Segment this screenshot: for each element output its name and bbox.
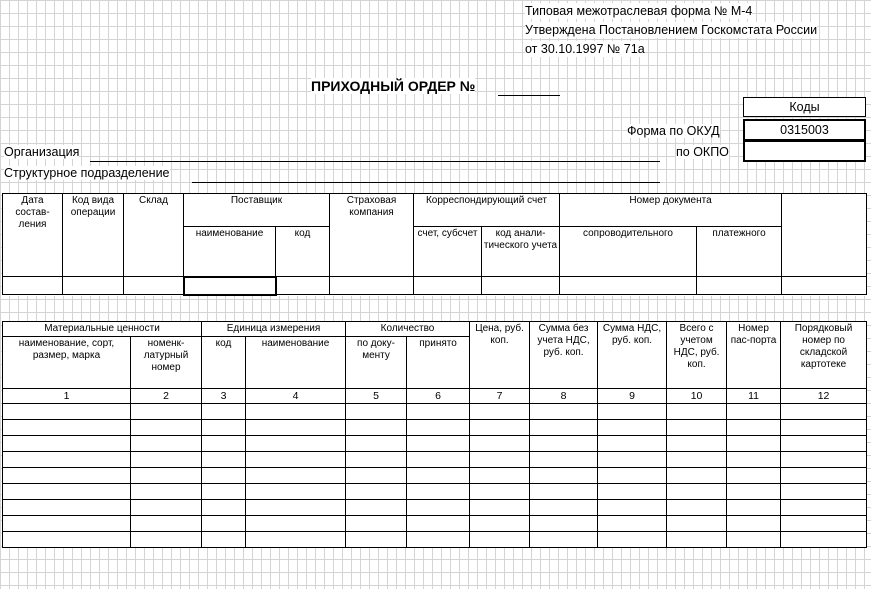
- account-subaccount-header: счет, субсчет: [414, 227, 482, 277]
- table-cell[interactable]: [781, 404, 867, 420]
- table-cell[interactable]: [598, 436, 667, 452]
- analytic-code-cell[interactable]: [482, 277, 560, 295]
- unit-name-header: наименование: [246, 337, 346, 389]
- table-cell[interactable]: [131, 516, 202, 532]
- table-cell[interactable]: [202, 420, 246, 436]
- table-cell[interactable]: [598, 484, 667, 500]
- table-cell[interactable]: [407, 436, 470, 452]
- table-cell[interactable]: [598, 452, 667, 468]
- table-cell[interactable]: [131, 500, 202, 516]
- table-cell[interactable]: [530, 484, 598, 500]
- table-cell[interactable]: [470, 500, 530, 516]
- table-cell[interactable]: [131, 420, 202, 436]
- table-cell[interactable]: [3, 468, 131, 484]
- table-cell[interactable]: [781, 500, 867, 516]
- table-cell[interactable]: [530, 436, 598, 452]
- table-cell[interactable]: [246, 500, 346, 516]
- supplier-code-header: код: [276, 227, 330, 277]
- table-cell[interactable]: [131, 484, 202, 500]
- table-cell[interactable]: [3, 436, 131, 452]
- table-cell[interactable]: [530, 420, 598, 436]
- col-number: 12: [781, 389, 867, 404]
- table-cell[interactable]: [530, 404, 598, 420]
- table-cell[interactable]: [246, 452, 346, 468]
- table-cell[interactable]: [346, 436, 407, 452]
- table-cell[interactable]: [3, 420, 131, 436]
- order-header-table: [2, 193, 867, 296]
- table-row: [3, 452, 867, 468]
- table-cell[interactable]: [346, 532, 407, 548]
- table-cell[interactable]: [530, 452, 598, 468]
- table-cell[interactable]: [202, 500, 246, 516]
- table-cell[interactable]: [3, 532, 131, 548]
- form-type-line: Типовая межотраслевая форма № М-4: [525, 4, 753, 18]
- table-cell[interactable]: [781, 436, 867, 452]
- table-cell[interactable]: [346, 484, 407, 500]
- table-cell[interactable]: [346, 404, 407, 420]
- table-cell[interactable]: [202, 484, 246, 500]
- table-cell[interactable]: [667, 532, 727, 548]
- table-cell[interactable]: [667, 404, 727, 420]
- col-number: 4: [246, 389, 346, 404]
- table-cell[interactable]: [246, 420, 346, 436]
- table-cell[interactable]: [131, 468, 202, 484]
- supplier-name-cell[interactable]: [184, 277, 276, 295]
- passport-number-header: Номер пас-порта: [727, 322, 781, 389]
- okpo-label: по ОКПО: [676, 145, 729, 159]
- table-cell[interactable]: [530, 500, 598, 516]
- table-row: [3, 516, 867, 532]
- table-cell[interactable]: [346, 452, 407, 468]
- table-cell[interactable]: [530, 468, 598, 484]
- table-cell[interactable]: [667, 468, 727, 484]
- table-cell[interactable]: [202, 452, 246, 468]
- table-cell[interactable]: [470, 404, 530, 420]
- col-number: 7: [470, 389, 530, 404]
- subdivision-label: Структурное подразделение: [4, 166, 170, 180]
- table-row: [3, 404, 867, 420]
- vat-sum-header: Сумма НДС, руб. коп.: [598, 322, 667, 389]
- table-cell[interactable]: [667, 436, 727, 452]
- table-cell[interactable]: [598, 468, 667, 484]
- order-number-line[interactable]: [498, 95, 560, 96]
- okud-code-box: 0315003: [743, 119, 866, 141]
- document-title: ПРИХОДНЫЙ ОРДЕР №: [311, 78, 476, 94]
- warehouse-cell[interactable]: [124, 277, 184, 295]
- table-cell[interactable]: [202, 532, 246, 548]
- organization-field[interactable]: [90, 161, 660, 162]
- table-cell[interactable]: [727, 468, 781, 484]
- table-cell[interactable]: [246, 484, 346, 500]
- table-cell[interactable]: [3, 500, 131, 516]
- qty-accepted-header: принято: [407, 337, 470, 389]
- insurance-cell[interactable]: [330, 277, 414, 295]
- table-row: [3, 420, 867, 436]
- table-cell[interactable]: [781, 468, 867, 484]
- table-cell[interactable]: [246, 516, 346, 532]
- organization-label: Организация: [4, 145, 80, 159]
- price-header: Цена, руб. коп.: [470, 322, 530, 389]
- table-cell[interactable]: [598, 516, 667, 532]
- accompanying-doc-cell[interactable]: [560, 277, 697, 295]
- table-cell[interactable]: [470, 452, 530, 468]
- table-cell[interactable]: [667, 452, 727, 468]
- table-cell[interactable]: [667, 420, 727, 436]
- unit-code-header: код: [202, 337, 246, 389]
- table-cell[interactable]: [470, 484, 530, 500]
- table-cell[interactable]: [598, 404, 667, 420]
- table-cell[interactable]: [3, 516, 131, 532]
- table-cell[interactable]: [131, 436, 202, 452]
- table-cell[interactable]: [781, 420, 867, 436]
- table-cell[interactable]: [131, 532, 202, 548]
- operation-code-header: Код вида операции: [63, 194, 124, 277]
- table-cell[interactable]: [781, 484, 867, 500]
- table-row: [3, 500, 867, 516]
- table-cell[interactable]: [246, 404, 346, 420]
- table-cell[interactable]: [470, 516, 530, 532]
- okpo-code-box[interactable]: [743, 140, 866, 162]
- materials-header: Материальные ценности: [3, 322, 202, 337]
- okud-label: Форма по ОКУД: [627, 124, 720, 138]
- table-cell[interactable]: [246, 436, 346, 452]
- table-cell[interactable]: [407, 404, 470, 420]
- nomenclature-number-header: номенк-латурный номер: [131, 337, 202, 389]
- payment-doc-cell[interactable]: [697, 277, 782, 295]
- accompanying-doc-header: сопроводительного: [560, 227, 697, 277]
- material-name-header: наименование, сорт, размер, марка: [3, 337, 131, 389]
- table-cell[interactable]: [781, 516, 867, 532]
- table-cell[interactable]: [727, 404, 781, 420]
- materials-rows: [3, 404, 867, 548]
- table-cell[interactable]: [407, 484, 470, 500]
- table-cell[interactable]: [407, 468, 470, 484]
- approval-line: Утверждена Постановлением Госкомстата России: [525, 23, 818, 37]
- unit-header: Единица измерения: [202, 322, 346, 337]
- blank-header: [782, 194, 867, 277]
- table-cell[interactable]: [407, 420, 470, 436]
- table-cell[interactable]: [667, 500, 727, 516]
- insurance-header: Страховая компания: [330, 194, 414, 277]
- table-row: [3, 532, 867, 548]
- table-cell[interactable]: [470, 468, 530, 484]
- col-number: 9: [598, 389, 667, 404]
- table-cell[interactable]: [727, 420, 781, 436]
- table-cell[interactable]: [727, 516, 781, 532]
- col-number: 1: [3, 389, 131, 404]
- table-cell[interactable]: [3, 404, 131, 420]
- table-cell[interactable]: [667, 484, 727, 500]
- table-cell[interactable]: [202, 404, 246, 420]
- table-cell[interactable]: [470, 420, 530, 436]
- sum-no-vat-header: Сумма без учета НДС, руб. коп.: [530, 322, 598, 389]
- table-cell[interactable]: [781, 532, 867, 548]
- col-number: 6: [407, 389, 470, 404]
- corr-account-header: Корреспондирующий счет: [414, 194, 560, 227]
- table-cell[interactable]: [470, 532, 530, 548]
- table-cell[interactable]: [470, 436, 530, 452]
- table-cell[interactable]: [598, 532, 667, 548]
- table-cell[interactable]: [530, 532, 598, 548]
- table-cell[interactable]: [3, 484, 131, 500]
- account-cell[interactable]: [414, 277, 482, 295]
- operation-code-cell[interactable]: [63, 277, 124, 295]
- supplier-header: Поставщик: [184, 194, 330, 227]
- table-row: [3, 468, 867, 484]
- table-cell[interactable]: [202, 436, 246, 452]
- table-row: [3, 484, 867, 500]
- table-row: [3, 436, 867, 452]
- table-cell[interactable]: [727, 484, 781, 500]
- date-cell[interactable]: [3, 277, 63, 295]
- warehouse-header: Склад: [124, 194, 184, 277]
- qty-by-doc-header: по доку-менту: [346, 337, 407, 389]
- table-cell[interactable]: [667, 516, 727, 532]
- card-number-header: Порядковый номер по складской картотеке: [781, 322, 867, 389]
- table-cell[interactable]: [598, 420, 667, 436]
- table-cell[interactable]: [407, 532, 470, 548]
- table-cell[interactable]: [131, 404, 202, 420]
- table-cell[interactable]: [727, 500, 781, 516]
- payment-doc-header: платежного: [697, 227, 782, 277]
- table-cell[interactable]: [727, 436, 781, 452]
- date-header: Дата состав-ления: [3, 194, 63, 277]
- table-cell[interactable]: [407, 452, 470, 468]
- col-number: 3: [202, 389, 246, 404]
- supplier-name-header: наименование: [184, 227, 276, 277]
- table-cell[interactable]: [131, 452, 202, 468]
- table-cell[interactable]: [246, 468, 346, 484]
- table-cell[interactable]: [346, 468, 407, 484]
- table-cell[interactable]: [407, 516, 470, 532]
- quantity-header: Количество: [346, 322, 470, 337]
- blank-cell[interactable]: [782, 277, 867, 295]
- col-number: 5: [346, 389, 407, 404]
- table-cell[interactable]: [346, 516, 407, 532]
- col-number: 2: [131, 389, 202, 404]
- table-cell[interactable]: [727, 452, 781, 468]
- materials-table: [2, 321, 867, 548]
- analytic-code-header: код анали-тического учета: [482, 227, 560, 277]
- table-cell[interactable]: [346, 500, 407, 516]
- total-with-vat-header: Всего с учетом НДС, руб. коп.: [667, 322, 727, 389]
- table-cell[interactable]: [202, 468, 246, 484]
- table-cell[interactable]: [530, 516, 598, 532]
- table-cell[interactable]: [407, 500, 470, 516]
- subdivision-field[interactable]: [192, 182, 660, 183]
- col-number: 10: [667, 389, 727, 404]
- table-cell[interactable]: [246, 532, 346, 548]
- supplier-code-cell[interactable]: [276, 277, 330, 295]
- table-cell[interactable]: [727, 532, 781, 548]
- table-cell[interactable]: [202, 516, 246, 532]
- approval-date-line: от 30.10.1997 № 71а: [525, 42, 645, 56]
- col-number: 11: [727, 389, 781, 404]
- table-cell[interactable]: [598, 500, 667, 516]
- table-cell[interactable]: [3, 452, 131, 468]
- col-number: 8: [530, 389, 598, 404]
- table-cell[interactable]: [346, 420, 407, 436]
- doc-number-header: Номер документа: [560, 194, 782, 227]
- table-cell[interactable]: [781, 452, 867, 468]
- codes-header: Коды: [743, 97, 866, 117]
